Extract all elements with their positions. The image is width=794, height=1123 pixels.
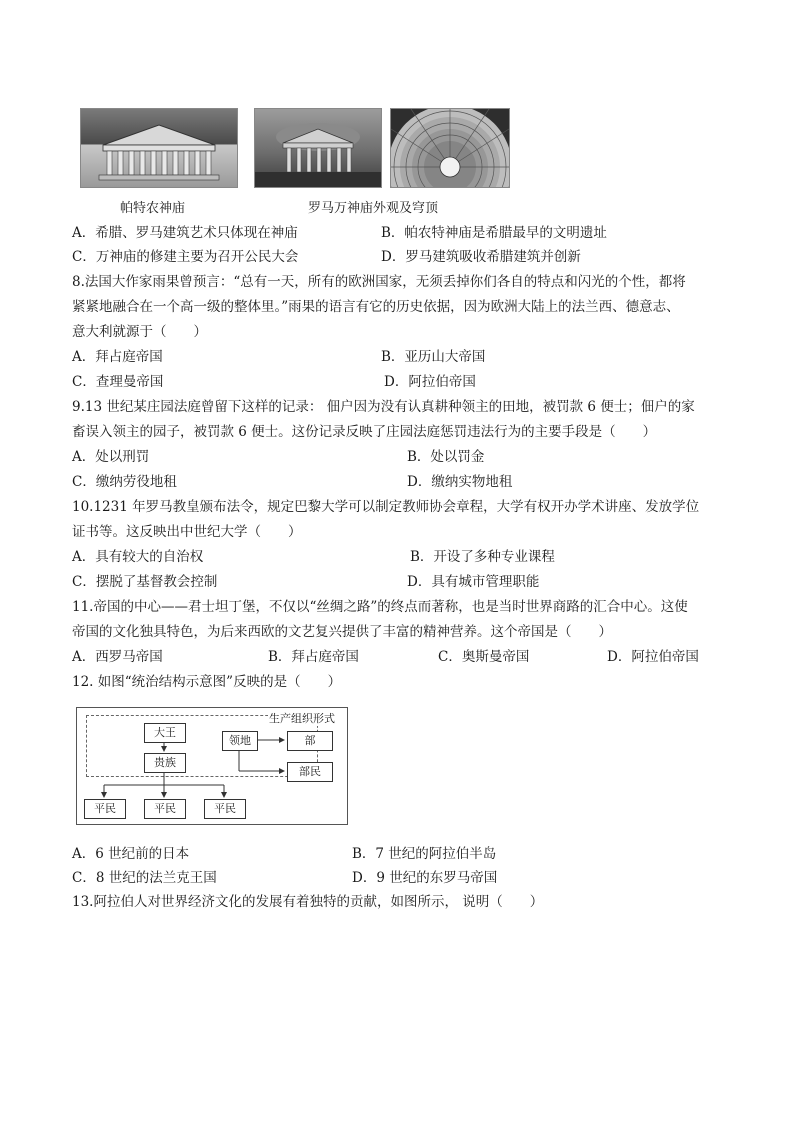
pantheon-exterior-photo — [254, 108, 382, 188]
q9-stem-line2: 畜误入领主的园子，被罚款 6 便士。这份记录反映了庄园法庭惩罚违法行为的主要手段是（ ） — [72, 424, 657, 440]
pantheon-exterior-illustration — [255, 109, 381, 187]
q8-option-a: A．拜占庭帝国 — [72, 349, 163, 365]
pantheon-caption: 罗马万神庙外观及穹顶 — [308, 201, 439, 216]
bu-box: 部 — [287, 731, 333, 751]
q11-stem-line1: 11.帝国的中心——君士坦丁堡，不仅以“丝绸之路”的终点而著称，也是当时世界商路的汇合中心。这使 — [72, 599, 688, 615]
q10-stem-line1: 10.1231 年罗马教皇颁布法令，规定巴黎大学可以制定教师协会章程，大学有权开办学术讲座、发放学位 — [72, 499, 700, 515]
q11-option-a: A．西罗马帝国 — [72, 649, 163, 665]
q10-option-d: D．具有城市管理职能 — [407, 574, 540, 590]
bumin-box: 部民 — [287, 762, 333, 782]
q8-stem-line3: 意大利就源于（ ） — [72, 324, 207, 340]
nobles-box: 贵族 — [144, 753, 186, 773]
parthenon-illustration — [81, 109, 237, 187]
commoner-box-1: 平民 — [84, 799, 126, 819]
pantheon-dome-photo — [390, 108, 510, 188]
q8-option-b: B．亚历山大帝国 — [381, 349, 486, 365]
q12-option-a: A．6 世纪前的日本 — [72, 846, 190, 862]
parthenon-caption: 帕特农神庙 — [120, 201, 186, 216]
parthenon-photo — [80, 108, 238, 188]
governance-structure-diagram — [76, 707, 348, 825]
q12-option-d: D．9 世纪的东罗马帝国 — [352, 870, 498, 886]
q12-option-b: B．7 世纪的阿拉伯半岛 — [352, 846, 497, 862]
q12-option-c: C．8 世纪的法兰克王国 — [72, 870, 217, 886]
q8-option-c: C．查理曼帝国 — [72, 374, 164, 390]
q9-option-a: A．处以刑罚 — [72, 449, 150, 465]
king-box: 大王 — [144, 723, 186, 743]
commoner-box-2: 平民 — [144, 799, 186, 819]
q9-option-c: C．缴纳劳役地租 — [72, 474, 177, 490]
q7-option-c: C．万神庙的修建主要为召开公民大会 — [72, 249, 299, 265]
q8-stem-line2: 紧紧地融合在一个高一级的整体里。”雨果的语言有它的历史依据，因为欧洲大陆上的法兰西、德意志、 — [72, 299, 680, 315]
q11-option-d: D．阿拉伯帝国 — [607, 649, 699, 665]
q11-option-b: B．拜占庭帝国 — [268, 649, 359, 665]
q10-option-c: C．摆脱了基督教会控制 — [72, 574, 218, 590]
q7-option-b: B．帕农特神庙是希腊最早的文明遗址 — [381, 225, 607, 241]
q11-stem-line2: 帝国的文化独具特色，为后来西欧的文艺复兴提供了丰富的精神营养。这个帝国是（ ） — [72, 624, 612, 640]
q7-option-d: D．罗马建筑吸收希腊建筑并创新 — [381, 249, 581, 265]
q9-option-b: B．处以罚金 — [407, 449, 485, 465]
q13-stem: 13.阿拉伯人对世界经济文化的发展有着独特的贡献，如图所示， 说明（ ） — [72, 894, 544, 910]
q12-stem: 12. 如图“统治结构示意图”反映的是（ ） — [72, 674, 342, 690]
q10-stem-line2: 证书等。这反映出中世纪大学（ ） — [72, 524, 302, 540]
q9-stem-line1: 9.13 世纪某庄园法庭曾留下这样的记录： 佃户因为没有认真耕种领主的田地，被罚款 6 便士；佃户的家 — [72, 399, 695, 415]
territory-box: 领地 — [222, 731, 258, 751]
q10-option-b: B．开设了多种专业课程 — [410, 549, 555, 565]
q10-option-a: A．具有较大的自治权 — [72, 549, 204, 565]
commoner-box-3: 平民 — [204, 799, 246, 819]
production-label: 生产组织形式 — [269, 712, 335, 725]
pantheon-dome-illustration — [391, 109, 509, 187]
q8-stem-line1: 8.法国大作家雨果曾预言：“总有一天，所有的欧洲国家，无须丢掉你们各自的特点和闪光的个性，都将 — [72, 274, 686, 290]
q11-option-c: C．奥斯曼帝国 — [438, 649, 530, 665]
q8-option-d: D．阿拉伯帝国 — [384, 374, 476, 390]
q9-option-d: D．缴纳实物地租 — [407, 474, 513, 490]
q7-option-a: A．希腊、罗马建筑艺术只体现在神庙 — [72, 225, 298, 241]
